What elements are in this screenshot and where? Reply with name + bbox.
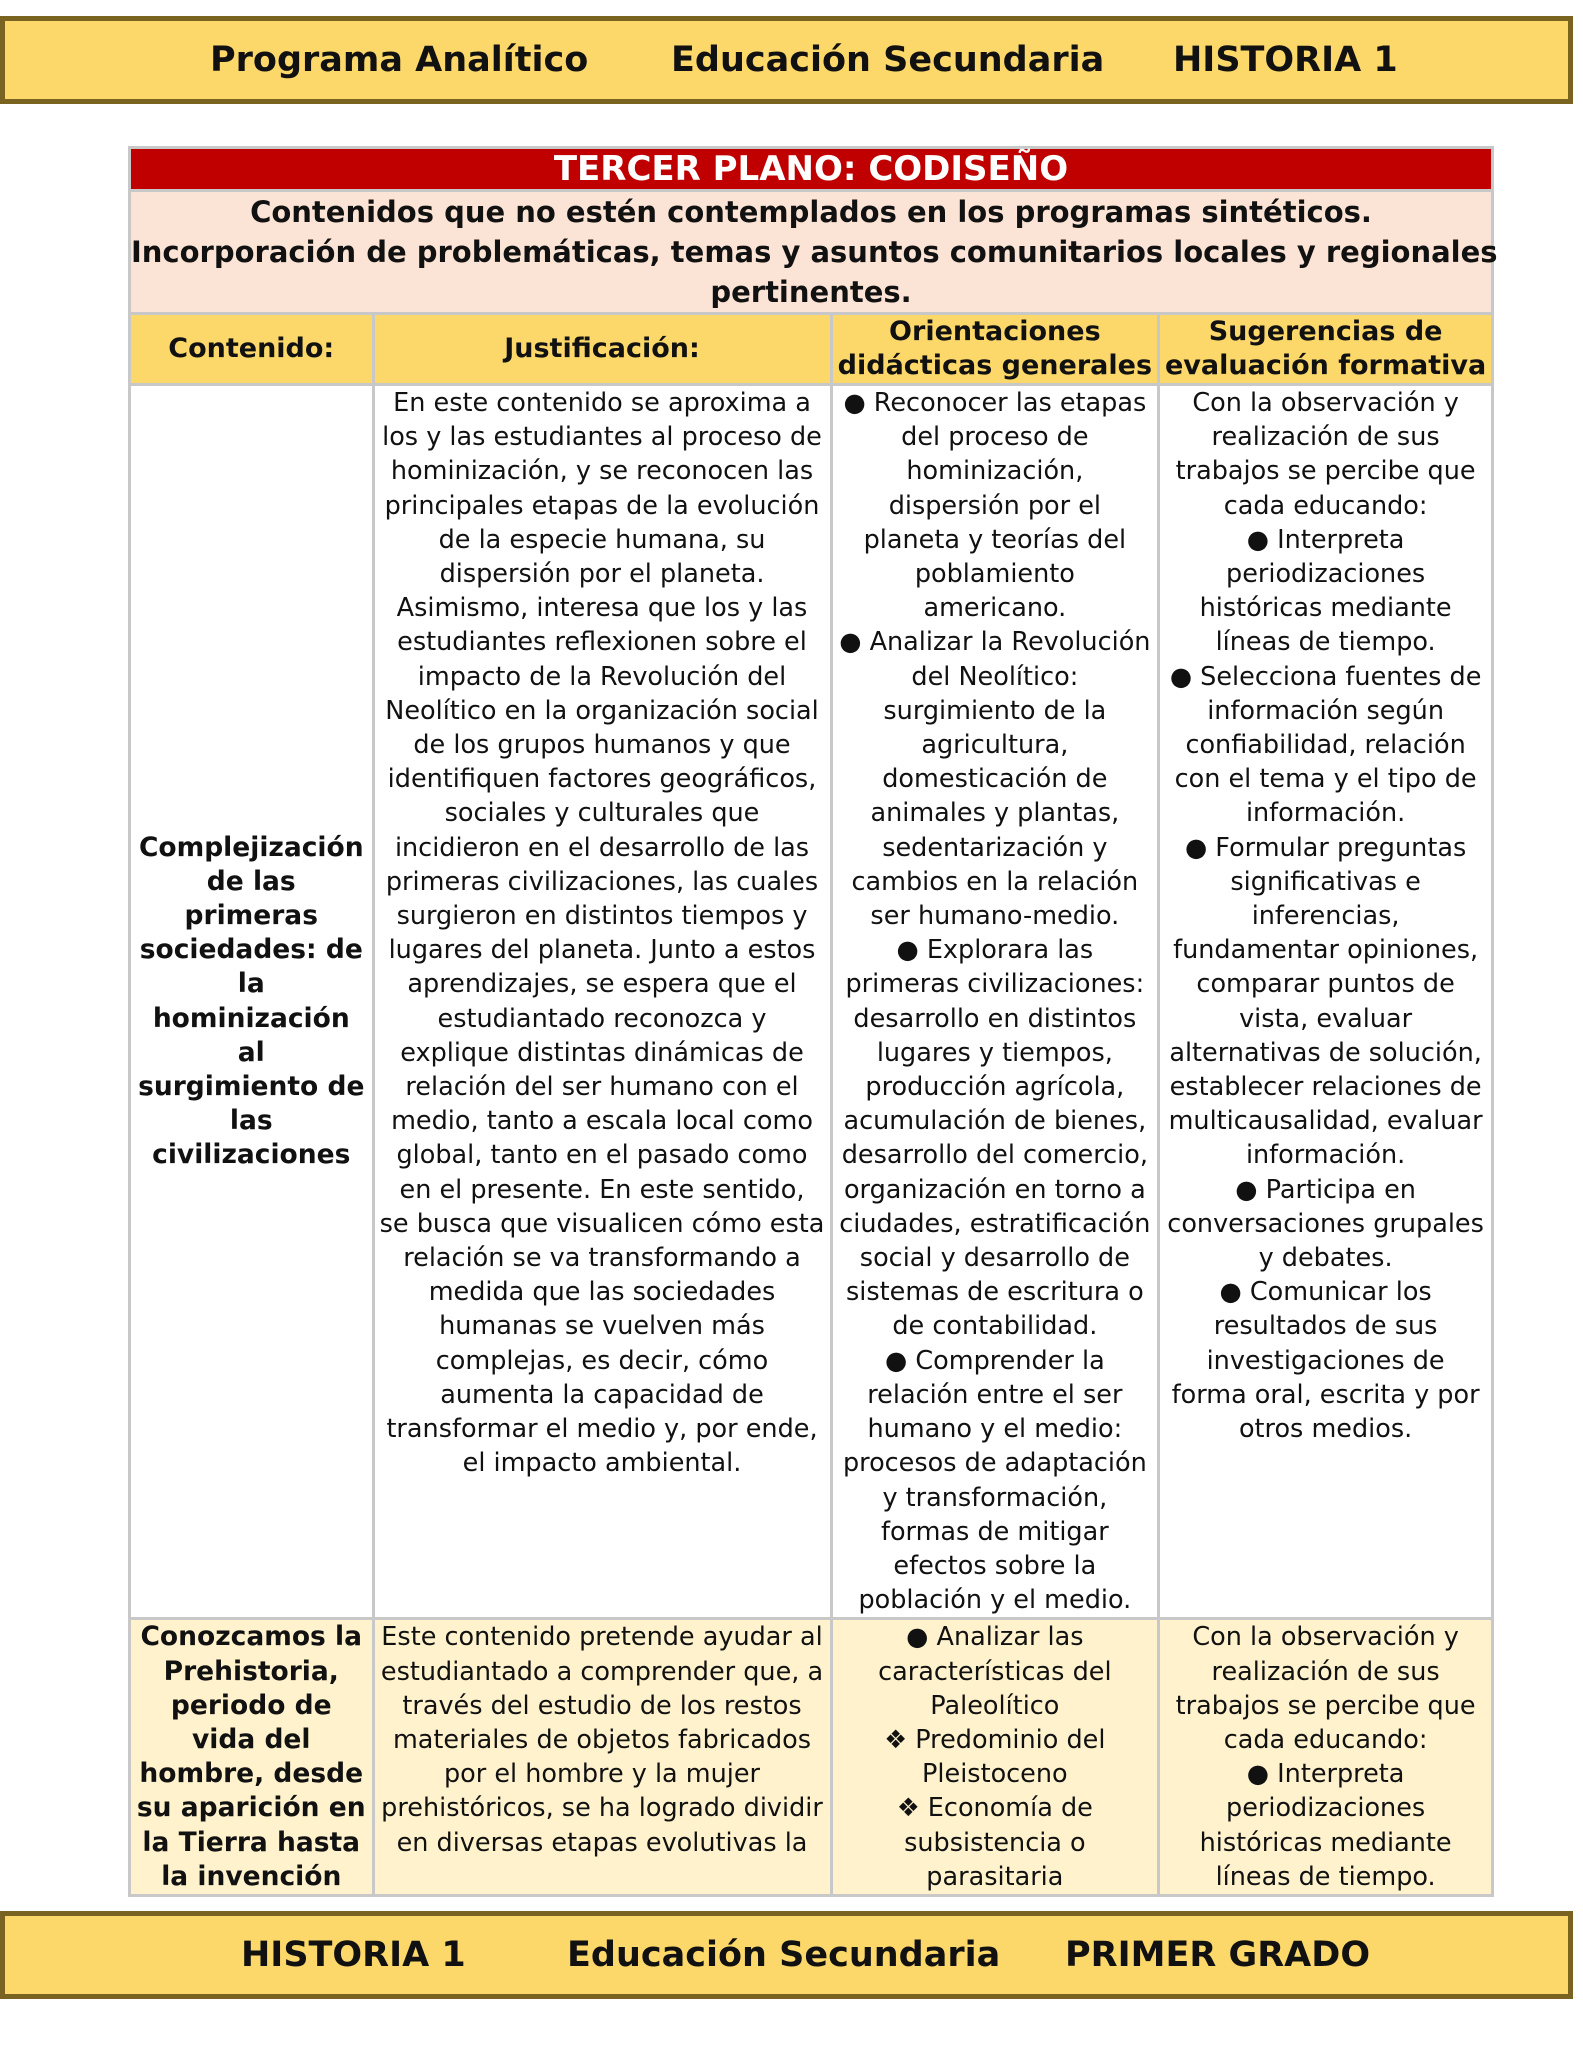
cell-text-line: históricas mediante	[1199, 1827, 1452, 1858]
cell-text-line: establecer relaciones de	[1169, 1072, 1482, 1103]
cell-text-line: ● Selecciona fuentes de	[1169, 661, 1482, 692]
cell-text-line: ● Formular preguntas	[1184, 832, 1467, 863]
cell-text-line: realización de sus	[1211, 1656, 1440, 1687]
orientations-cell	[833, 1620, 1158, 1894]
footer-subject: HISTORIA 1	[241, 1935, 466, 1975]
cell-text-line: desarrollo en distintos	[853, 1003, 1137, 1034]
header-level: Educación Secundaria	[671, 40, 1105, 80]
cell-text-line: cada educando:	[1223, 1724, 1428, 1755]
cell-text-line: de los grupos humanos y que	[413, 730, 791, 761]
cell-text-line: hombre, desde	[139, 1758, 364, 1790]
cell-text-line: complejas, es decir, cómo	[435, 1345, 769, 1376]
cell-text-line: medio, tanto a escala local como	[391, 1106, 813, 1137]
cell-text-line: comparar puntos de	[1196, 969, 1455, 1000]
subtitle-line: Incorporación de problemáticas, temas y asuntos comunitarios locales y regionales	[131, 235, 1498, 269]
cell-text-line: líneas de tiempo.	[1215, 1861, 1436, 1892]
cell-text-line: través del estudio de los restos	[402, 1690, 802, 1721]
orientations-cell	[833, 386, 1158, 1617]
cell-text-line: con el tema y el tipo de	[1174, 764, 1477, 795]
cell-text-line: otros medios.	[1238, 1414, 1413, 1445]
cell-text-line: ● Interpreta	[1246, 524, 1405, 555]
cell-text-line: relación se va transformando a	[403, 1243, 801, 1274]
cell-text-line: prehistóricos, se ha logrado dividir	[381, 1793, 823, 1824]
cell-text-line: parasitaria	[926, 1861, 1064, 1892]
cell-text-line: Con la observación y	[1192, 1622, 1459, 1653]
cell-text-line: las	[229, 1105, 273, 1137]
cell-text-line: trabajos se percibe que	[1175, 1690, 1476, 1721]
cell-text-line: Conozcamos la	[140, 1621, 363, 1653]
cell-text-line: ● Reconocer las etapas	[843, 388, 1147, 418]
table-subtitle	[131, 192, 1498, 312]
cell-text-line: materiales de objetos fabricados	[392, 1724, 812, 1755]
cell-text-line: cada educando:	[1223, 490, 1428, 521]
cell-text-line: ❖ Economía de	[896, 1793, 1093, 1824]
cell-text-line: líneas de tiempo.	[1215, 627, 1436, 658]
cell-text-line: ● Interpreta	[1246, 1759, 1405, 1790]
cell-text-line: primeras civilizaciones:	[845, 969, 1145, 1000]
cell-text-line: se busca que visualicen cómo esta	[379, 1208, 825, 1239]
table-row	[131, 386, 1491, 1617]
header-program-title: Programa Analítico	[210, 40, 589, 80]
cell-text-line: sociales y culturales que	[444, 798, 760, 829]
cell-text-line: características del	[878, 1656, 1112, 1687]
cell-text-line: y debates.	[1258, 1243, 1393, 1274]
column-header-content: Contenido:	[131, 315, 372, 383]
cell-text-line: relación del ser humano con el	[405, 1072, 799, 1103]
cell-text-line: efectos sobre la	[893, 1550, 1097, 1581]
cell-text-line: periodizaciones	[1226, 1793, 1426, 1824]
justification-cell	[375, 386, 830, 1617]
cell-text-line: y transformación,	[882, 1482, 1108, 1513]
header-subject: HISTORIA 1	[1173, 40, 1398, 80]
cell-text-line: inferencias,	[1251, 901, 1400, 932]
cell-text-line: multicausalidad, evaluar	[1168, 1106, 1483, 1137]
cell-text-line: sedentarización y	[882, 832, 1108, 863]
cell-text-line: realización de sus	[1211, 422, 1440, 453]
cell-text-line: estudiantes reflexionen sobre el	[397, 627, 807, 658]
cell-text-line: lugares y tiempos,	[876, 1037, 1113, 1068]
footer-level: Educación Secundaria	[567, 1935, 1001, 1975]
cell-text-line: organización en torno a	[843, 1174, 1146, 1205]
cell-text-line: lugares del planeta. Junto a estos	[388, 935, 816, 966]
cell-text-line: hominización,	[906, 456, 1084, 487]
cell-text-line: medida que las sociedades	[428, 1277, 776, 1308]
cell-text-line: aumenta la capacidad de	[440, 1379, 764, 1410]
cell-text-line: social y desarrollo de	[859, 1243, 1130, 1274]
cell-text-line: identifiquen factores geográficos,	[387, 764, 817, 795]
table-title: TERCER PLANO: CODISEÑO	[131, 149, 1491, 189]
cell-text-line: global, tanto en el pasado como	[396, 1140, 808, 1171]
codesign-table	[128, 146, 1498, 1897]
cell-text-line: acumulación de bienes,	[843, 1106, 1147, 1137]
cell-text-line: sociedades: de	[139, 934, 363, 966]
cell-text-line: impacto de la Revolución del	[417, 661, 787, 692]
footer-grade: PRIMER GRADO	[1065, 1935, 1371, 1975]
cell-text-line: poblamiento	[914, 559, 1075, 590]
cell-text-line: domesticación de	[882, 764, 1108, 795]
cell-text-line: Paleolítico	[930, 1690, 1060, 1721]
cell-text-line: al	[237, 1036, 265, 1068]
cell-text-line: explique distintas dinámicas de	[400, 1037, 804, 1068]
cell-text-line: Asimismo, interesa que los y las	[396, 593, 808, 624]
column-header-evaluation: Sugerencias de evaluación formativa	[1160, 315, 1491, 383]
cell-text-line: la Tierra hasta	[142, 1826, 361, 1858]
subtitle-line: pertinentes.	[710, 275, 912, 309]
cell-text-line: Pleistoceno	[922, 1759, 1068, 1790]
cell-text-line: periodizaciones	[1226, 559, 1426, 590]
cell-text-line: estudiantado reconozca y	[437, 1003, 767, 1034]
cell-text-line: surgimiento de	[138, 1071, 365, 1103]
cell-text-line: dispersión por el planeta.	[439, 559, 765, 590]
cell-text-line: ● Explorara las	[896, 935, 1094, 966]
cell-text-line: vista, evaluar	[1239, 1003, 1413, 1034]
evaluation-cell	[1160, 386, 1491, 1617]
cell-text-line: principales etapas de la evolución	[384, 490, 820, 521]
cell-text-line: americano.	[923, 593, 1067, 624]
cell-text-line: planeta y teorías del	[863, 524, 1127, 555]
cell-text-line: ❖ Predominio del	[884, 1724, 1106, 1755]
cell-text-line: Prehistoria,	[163, 1655, 339, 1687]
cell-text-line: investigaciones de	[1206, 1345, 1445, 1376]
cell-text-line: históricas mediante	[1199, 593, 1452, 624]
cell-text-line: desarrollo del comercio,	[841, 1140, 1148, 1171]
topic-cell	[131, 386, 372, 1617]
cell-text-line: confiabilidad, relación	[1185, 730, 1466, 761]
table-row	[131, 1620, 1491, 1894]
cell-text-line: cambios en la relación	[851, 866, 1139, 897]
cell-text-line: conversaciones grupales	[1167, 1208, 1484, 1239]
cell-text-line: primeras	[184, 900, 318, 932]
cell-text-line: el impacto ambiental.	[462, 1448, 742, 1479]
cell-text-line: sistemas de escritura o	[845, 1277, 1144, 1308]
cell-text-line: agricultura,	[921, 730, 1069, 761]
cell-text-line: de contabilidad.	[892, 1311, 1098, 1342]
cell-text-line: ciudades, estratificación	[839, 1208, 1151, 1239]
cell-text-line: humano y el medio:	[867, 1414, 1123, 1445]
cell-text-line: Este contenido pretende ayudar al	[381, 1622, 823, 1653]
cell-text-line: primeras civilizaciones, las cuales	[385, 866, 819, 897]
header-banner	[0, 16, 1573, 104]
cell-text-line: ser humano-medio.	[870, 901, 1120, 932]
cell-text-line: surgimiento de la	[883, 695, 1107, 726]
cell-text-line: ● Analizar las	[906, 1622, 1084, 1653]
cell-text-line: civilizaciones	[152, 1139, 351, 1171]
cell-text-line: información.	[1245, 798, 1406, 829]
cell-text-line: ● Comprender la	[884, 1345, 1105, 1376]
cell-text-line: su aparición en	[136, 1792, 366, 1824]
cell-text-line: producción agrícola,	[865, 1072, 1125, 1103]
cell-text-line: resultados de sus	[1213, 1311, 1438, 1342]
topic-cell	[131, 1620, 372, 1894]
cell-text-line: información según	[1207, 695, 1444, 726]
cell-text-line: hominización	[152, 1002, 350, 1034]
evaluation-cell	[1160, 1620, 1491, 1894]
cell-text-line: trabajos se percibe que	[1175, 456, 1476, 487]
cell-text-line: Neolítico en la organización social	[385, 695, 819, 726]
cell-text-line: de las	[206, 865, 296, 897]
cell-text-line: hominización, y se reconocen las	[390, 456, 814, 487]
cell-text-line: información.	[1245, 1140, 1406, 1171]
justification-cell	[375, 1620, 830, 1894]
cell-text-line: de la especie humana, su	[438, 524, 766, 555]
cell-text-line: periodo de	[170, 1689, 332, 1721]
cell-text-line: vida del	[192, 1723, 311, 1755]
subtitle-line: Contenidos que no estén contemplados en los programas sintéticos.	[250, 195, 1372, 229]
cell-text-line: la	[237, 968, 265, 1000]
cell-text-line: Con la observación y	[1192, 388, 1459, 418]
cell-text-line: aprendizajes, se espera que el	[407, 969, 797, 1000]
cell-text-line: en el presente. En este sentido,	[399, 1174, 805, 1205]
cell-text-line: ● Participa en	[1235, 1174, 1416, 1205]
cell-text-line: relación entre el ser	[867, 1379, 1123, 1410]
cell-text-line: formas de mitigar	[880, 1516, 1109, 1547]
footer-banner	[0, 1911, 1573, 1999]
cell-text-line: En este contenido se aproxima a	[393, 388, 811, 418]
cell-text-line: alternativas de solución,	[1169, 1037, 1482, 1068]
cell-text-line: ● Comunicar los	[1219, 1277, 1432, 1308]
cell-text-line: estudiantado a comprender que, a	[380, 1656, 824, 1687]
cell-text-line: por el hombre y la mujer	[443, 1759, 761, 1790]
cell-text-line: población y el medio.	[858, 1585, 1132, 1616]
cell-text-line: subsistencia o	[904, 1827, 1086, 1858]
cell-text-line: significativas e	[1230, 866, 1421, 897]
cell-text-line: los y las estudiantes al proceso de	[382, 422, 822, 453]
cell-text-line: forma oral, escrita y por	[1171, 1379, 1480, 1410]
column-header-justification: Justificación:	[375, 315, 830, 383]
cell-text-line: procesos de adaptación	[842, 1448, 1147, 1479]
cell-text-line: del proceso de	[901, 422, 1089, 453]
cell-text-line: ● Analizar la Revolución	[839, 627, 1151, 658]
cell-text-line: animales y plantas,	[870, 798, 1120, 829]
cell-text-line: humanas se vuelven más	[439, 1311, 765, 1342]
cell-text-line: fundamentar opiniones,	[1173, 935, 1479, 966]
cell-text-line: surgieron en distintos tiempos y	[396, 901, 808, 932]
cell-text-line: Complejización	[138, 831, 364, 863]
cell-text-line: en diversas etapas evolutivas la	[396, 1827, 808, 1858]
cell-text-line: la invención	[161, 1860, 342, 1892]
cell-text-line: transformar el medio y, por ende,	[386, 1414, 818, 1445]
cell-text-line: dispersión por el	[888, 490, 1101, 521]
column-header-orientations: Orientaciones didácticas generales	[833, 315, 1158, 383]
cell-text-line: del Neolítico:	[911, 661, 1079, 692]
cell-text-line: incidieron en el desarrollo de las	[394, 832, 810, 863]
